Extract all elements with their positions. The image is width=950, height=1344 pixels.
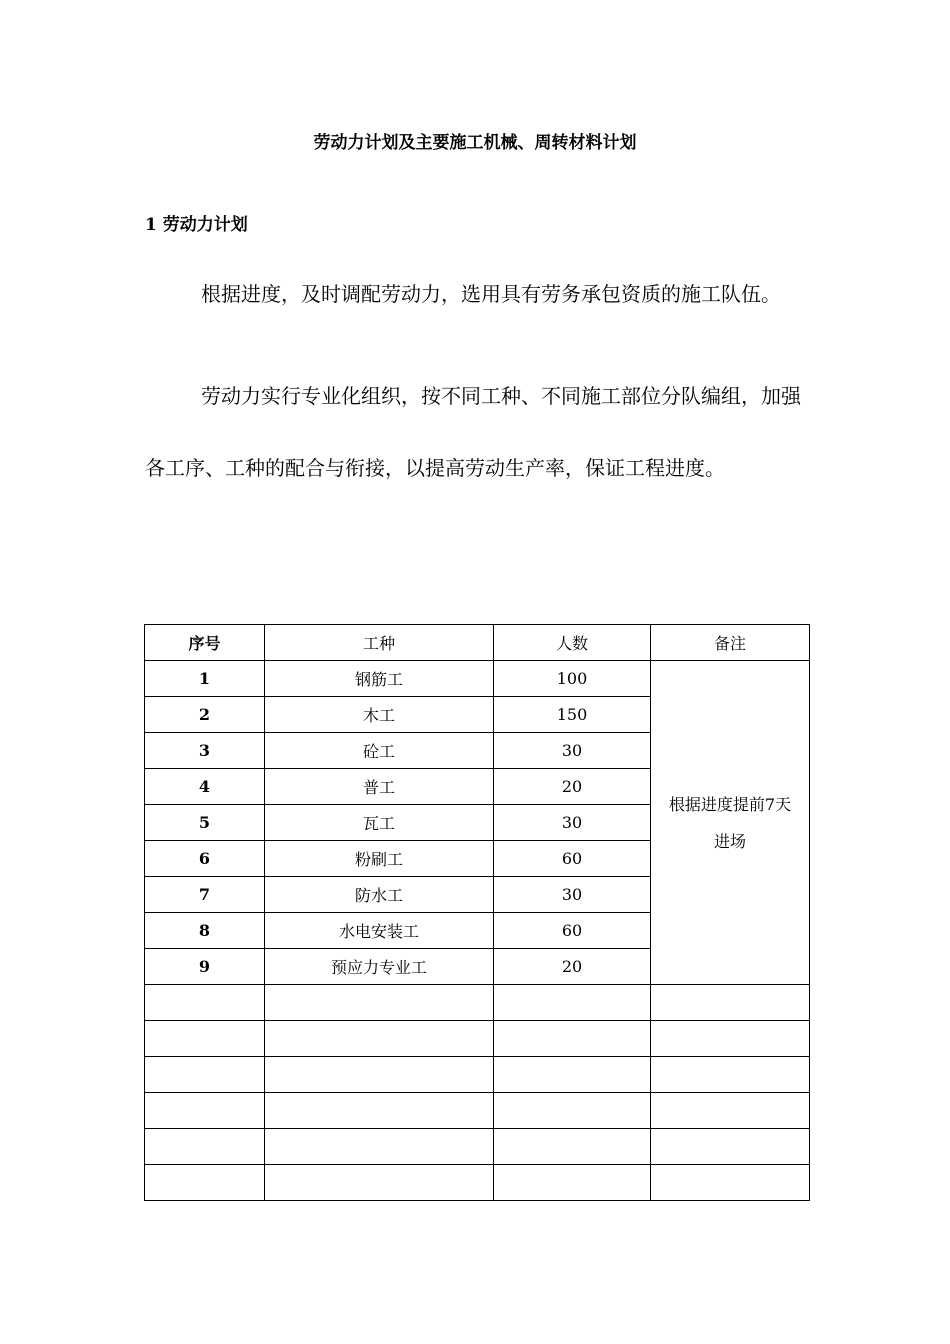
empty-cell <box>145 1093 265 1129</box>
cell-count: 100 <box>494 661 651 697</box>
empty-cell <box>494 1129 651 1165</box>
empty-cell <box>265 1165 494 1201</box>
cell-seq: 4 <box>145 769 265 805</box>
empty-cell <box>651 1129 810 1165</box>
header-seq: 序号 <box>145 625 265 661</box>
cell-trade: 普工 <box>265 769 494 805</box>
paragraph-organization: 劳动力实行专业化组织，按不同工种、不同施工部位分队编组，加强各工序、工种的配合与衔接，以提高劳动生产率，保证工程进度。 <box>145 384 801 480</box>
table-row <box>145 661 810 697</box>
cell-count: 20 <box>494 769 651 805</box>
cell-count: 60 <box>494 913 651 949</box>
cell-trade: 砼工 <box>265 733 494 769</box>
cell-seq: 9 <box>145 949 265 985</box>
empty-row <box>145 1021 810 1057</box>
cell-seq: 5 <box>145 805 265 841</box>
empty-cell <box>265 1093 494 1129</box>
empty-cell <box>651 1093 810 1129</box>
empty-cell <box>265 1021 494 1057</box>
empty-row <box>145 1129 810 1165</box>
header-trade: 工种 <box>265 625 494 661</box>
empty-cell <box>265 1129 494 1165</box>
cell-count: 20 <box>494 949 651 985</box>
cell-count: 30 <box>494 877 651 913</box>
empty-cell <box>651 1165 810 1201</box>
empty-cell <box>145 985 265 1021</box>
empty-cell <box>145 1057 265 1093</box>
empty-cell <box>494 985 651 1021</box>
labor-plan-table <box>144 624 810 1201</box>
cell-trade: 水电安装工 <box>265 913 494 949</box>
empty-cell <box>145 1129 265 1165</box>
cell-seq: 1 <box>145 661 265 697</box>
section-heading: 1 劳动力计划 <box>145 215 248 235</box>
empty-row <box>145 1057 810 1093</box>
cell-trade: 防水工 <box>265 877 494 913</box>
empty-row <box>145 1165 810 1201</box>
cell-trade: 木工 <box>265 697 494 733</box>
header-count: 人数 <box>494 625 651 661</box>
empty-cell <box>265 985 494 1021</box>
empty-cell <box>145 1165 265 1201</box>
cell-seq: 3 <box>145 733 265 769</box>
empty-cell <box>651 1057 810 1093</box>
paragraph-dispatch: 根据进度，及时调配劳动力，选用具有劳务承包资质的施工队伍。 <box>201 282 781 306</box>
cell-seq: 8 <box>145 913 265 949</box>
cell-seq: 2 <box>145 697 265 733</box>
cell-seq: 7 <box>145 877 265 913</box>
cell-seq: 6 <box>145 841 265 877</box>
empty-row <box>145 1093 810 1129</box>
cell-trade: 粉刷工 <box>265 841 494 877</box>
cell-count: 30 <box>494 805 651 841</box>
cell-count: 60 <box>494 841 651 877</box>
table-header-row <box>145 625 810 661</box>
empty-cell <box>494 1057 651 1093</box>
cell-count: 150 <box>494 697 651 733</box>
empty-cell <box>494 1093 651 1129</box>
cell-remark: 根据进度提前7天进场 <box>651 661 810 985</box>
empty-row <box>145 985 810 1021</box>
cell-count: 30 <box>494 733 651 769</box>
cell-trade: 瓦工 <box>265 805 494 841</box>
empty-cell <box>265 1057 494 1093</box>
empty-cell <box>651 1021 810 1057</box>
header-remark: 备注 <box>651 625 810 661</box>
empty-cell <box>494 1165 651 1201</box>
cell-trade: 钢筋工 <box>265 661 494 697</box>
empty-cell <box>145 1021 265 1057</box>
empty-cell <box>651 985 810 1021</box>
cell-trade: 预应力专业工 <box>265 949 494 985</box>
document-title: 劳动力计划及主要施工机械、周转材料计划 <box>313 133 637 153</box>
empty-cell <box>494 1021 651 1057</box>
